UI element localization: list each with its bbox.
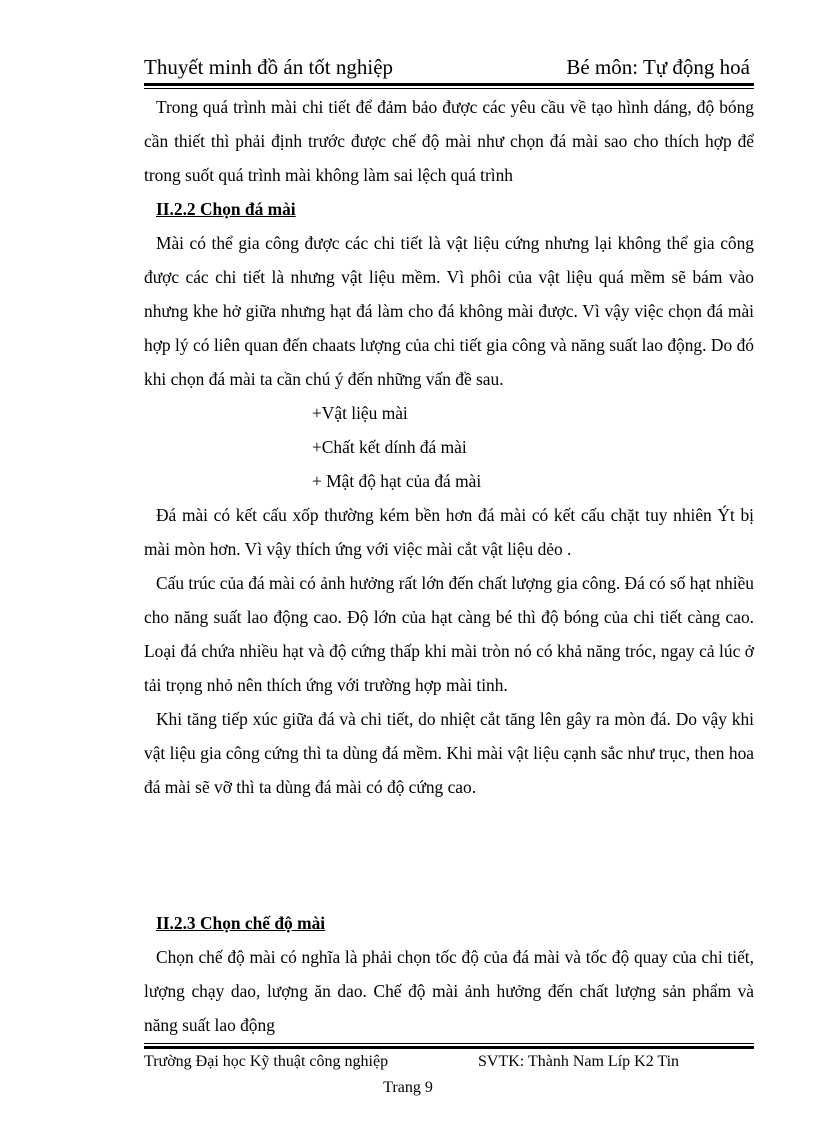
header-rule-thick	[144, 83, 754, 86]
footer-university: Trường Đại học Kỹ thuật công nghiệp	[144, 1053, 389, 1070]
footer-student: SVTK: Thành Nam Líp K2 Tin	[478, 1053, 680, 1070]
header-department: Bé môn: Tự động hoá	[566, 55, 750, 79]
page-number: Trang 9	[383, 1079, 433, 1096]
paragraph: Mài có thể gia công được các chi tiết là vật liệu cứng nhưng lại không thể gia công được các chi tiết là nhưng vật liệu mềm. Vì phôi của vật liệu quá mềm sẽ bám vào nhưng khe hở giữa nhưng hạt đá làm cho đá không mài được. Vì vậy việc chọn đá mài hợp lý có liên quan đến chaats lượng của chi tiết gia công và năng suất lao động. Do đó khi chọn đá mài ta cần chú ý đến những vấn đề sau.	[144, 233, 754, 389]
paragraph: Đá mài có kết cấu xốp thường kém bền hơn đá mài có kết cấu chặt tuy nhiên Ýt bị mài mòn hơn. Vì vậy thích ứng với việc mài cắt vật liệu dẻo .	[144, 505, 754, 559]
header-rule-thin	[144, 88, 754, 89]
spacer	[144, 804, 754, 906]
list-item: +Chất kết dính đá mài	[312, 437, 467, 457]
header-title: Thuyết minh đồ án tốt nghiệp	[144, 55, 394, 79]
paragraph: Cấu trúc của đá mài có ảnh hưởng rất lớn đến chất lượng gia công. Đá có số hạt nhiều cho năng suất lao động cao. Độ lớn của hạt càng bé thì độ bóng của chi tiết càng cao. Loại đá chứa nhiều hạt và độ cứng thấp khi mài tròn nó có khả năng tróc, ngay cả lúc ở tải trọng nhỏ nên thích ứng với trường hợp mài tinh.	[144, 573, 754, 695]
section-heading: II.2.2 Chọn đá mài	[156, 199, 296, 219]
section-heading: II.2.3 Chọn chế độ mài	[156, 913, 326, 933]
footer-rule-thick	[144, 1046, 754, 1049]
paragraph: Khi tăng tiếp xúc giữa đá và chi tiết, do nhiệt cắt tăng lên gây ra mòn đá. Do vậy khi vật liệu gia công cứng thì ta dùng đá mềm. Khi mài vật liệu cạnh sắc như trục, then hoa đá mài sẽ vỡ thì ta dùng đá mài có độ cứng cao.	[144, 709, 754, 797]
document-body	[144, 90, 754, 1042]
paragraph: Chọn chế độ mài có nghĩa là phải chọn tốc độ của đá mài và tốc độ quay của chi tiết, lượng chạy dao, lượng ăn dao. Chế độ mài ảnh hưởng đến chất lượng sản phẩm và năng suất lao động	[144, 947, 754, 1035]
list-item: +Vật liệu mài	[312, 403, 408, 423]
page-footer	[144, 1051, 754, 1073]
list-item: + Mật độ hạt của đá mài	[312, 471, 482, 491]
footer-rule-thin	[144, 1043, 754, 1044]
page-header	[144, 50, 754, 84]
paragraph: Trong quá trình mài chi tiết để đảm bảo được các yêu cầu về tạo hình dáng, độ bóng cần thiết thì phải định trước được chế độ mài như chọn đá mài sao cho thích hợp để trong suốt quá trình mài không làm sai lệch quá trình	[144, 97, 754, 185]
